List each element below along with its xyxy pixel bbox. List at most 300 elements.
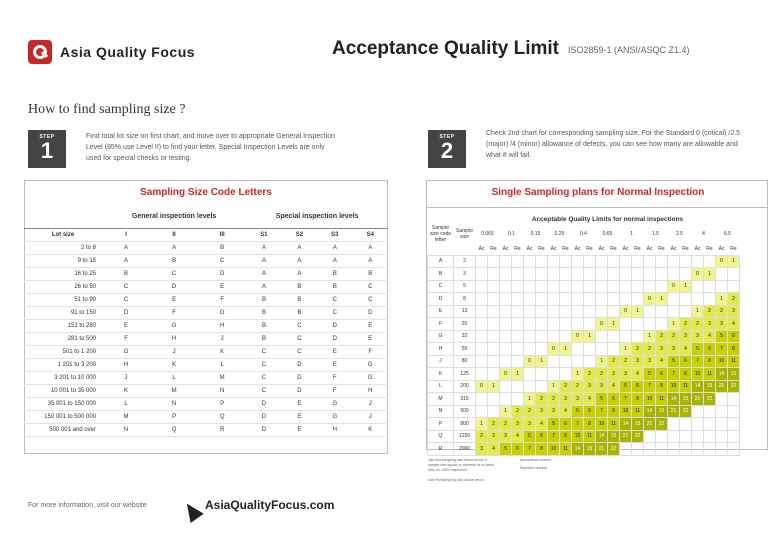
sampling-plans-table bbox=[427, 213, 740, 456]
legend-ac: Acceptance number bbox=[520, 458, 552, 462]
ac-re-cell: 3 bbox=[584, 380, 596, 393]
ac-re-cell bbox=[488, 405, 500, 418]
ac-re-cell bbox=[488, 355, 500, 368]
ac-re-cell: 14 bbox=[716, 368, 728, 381]
ac-re-cell bbox=[536, 255, 548, 268]
ac-re-cell bbox=[512, 393, 524, 406]
code-letter-cell: C bbox=[150, 267, 198, 280]
code-letter-cell: A bbox=[428, 255, 454, 268]
ac-re-cell: 2 bbox=[596, 368, 608, 381]
ac-re-cell bbox=[608, 343, 620, 356]
aql-value: 0.25 bbox=[554, 231, 565, 237]
ac-re-cell bbox=[596, 305, 608, 318]
re-label: Re bbox=[658, 245, 665, 252]
code-letter-cell: C bbox=[353, 280, 388, 293]
ac-re-cell bbox=[608, 305, 620, 318]
ac-re-cell: 14 bbox=[644, 405, 656, 418]
sample-size-cell: 3 bbox=[454, 268, 476, 281]
code-letter-cell: C bbox=[282, 332, 317, 345]
ac-re-cell bbox=[620, 330, 632, 343]
ac-re-cell: 2 bbox=[584, 368, 596, 381]
lot-size-cell: 51 to 90 bbox=[24, 293, 102, 306]
ac-re-cell: 3 bbox=[632, 355, 644, 368]
ac-re-cell: 1 bbox=[704, 268, 716, 281]
code-letter-cell: H bbox=[317, 423, 352, 436]
ac-re-cell bbox=[548, 318, 560, 331]
aql-value: 0.65 bbox=[602, 231, 613, 237]
ac-re-cell bbox=[512, 268, 524, 281]
footer-website-link[interactable]: AsiaQualityFocus.com bbox=[205, 498, 335, 512]
ac-re-cell: 15 bbox=[632, 418, 644, 431]
ac-re-cell: 22 bbox=[656, 418, 668, 431]
ac-re-cell bbox=[560, 280, 572, 293]
ac-re-cell bbox=[536, 293, 548, 306]
ac-re-cell bbox=[488, 393, 500, 406]
sample-size-cell: 315 bbox=[454, 393, 476, 406]
sampling-plans-header bbox=[427, 181, 768, 208]
code-letter-cell: E bbox=[150, 293, 198, 306]
re-label: Re bbox=[538, 245, 545, 252]
table-row bbox=[24, 410, 388, 423]
ac-re-cell: 15 bbox=[704, 380, 716, 393]
ac-re-cell: 15 bbox=[584, 443, 596, 456]
ac-re-cell: 3 bbox=[548, 405, 560, 418]
ac-re-cell bbox=[500, 393, 512, 406]
ac-label: Ac bbox=[574, 245, 581, 252]
ac-re-cell: 6 bbox=[536, 430, 548, 443]
ac-re-cell: 7 bbox=[668, 368, 680, 381]
ac-re-cell bbox=[560, 255, 572, 268]
code-letter-cell: F bbox=[353, 345, 388, 358]
code-letter-cell: C bbox=[246, 345, 281, 358]
table-row bbox=[24, 345, 388, 358]
ac-re-row bbox=[428, 243, 740, 255]
ac-re-cell bbox=[500, 280, 512, 293]
code-letter-cell: B bbox=[102, 267, 150, 280]
code-letter-cell: F bbox=[150, 306, 198, 319]
ac-re-cell bbox=[476, 268, 488, 281]
ac-re-cell: 1 bbox=[656, 293, 668, 306]
ac-re-cell bbox=[476, 368, 488, 381]
sample-size-cell: 80 bbox=[454, 355, 476, 368]
ac-re-cell: 0 bbox=[716, 255, 728, 268]
code-letter-cell: L bbox=[428, 380, 454, 393]
code-letter-cell: G bbox=[150, 319, 198, 332]
ac-re-cell: 15 bbox=[728, 368, 740, 381]
ac-re-cell: 3 bbox=[608, 368, 620, 381]
code-letter-cell: A bbox=[102, 254, 150, 267]
ac-re-cell: 2 bbox=[524, 405, 536, 418]
ac-re-cell: 2 bbox=[728, 293, 740, 306]
lot-size-cell: 91 to 150 bbox=[24, 306, 102, 319]
aql-value: 1.5 bbox=[652, 231, 659, 237]
ac-re-cell bbox=[596, 343, 608, 356]
ac-re-cell bbox=[512, 318, 524, 331]
ac-re-cell bbox=[644, 443, 656, 456]
code-letter-cell: H bbox=[198, 319, 246, 332]
ac-re-cell bbox=[584, 318, 596, 331]
ac-re-cell bbox=[656, 280, 668, 293]
ac-re-cell bbox=[704, 430, 716, 443]
code-letter-cell: B bbox=[246, 319, 281, 332]
code-letter-cell: E bbox=[317, 358, 352, 371]
ac-re-cell: 10 bbox=[692, 368, 704, 381]
ac-re-cell bbox=[668, 443, 680, 456]
ac-re-cell: 1 bbox=[488, 380, 500, 393]
ac-re-cell: 14 bbox=[596, 430, 608, 443]
ac-re-cell: 4 bbox=[656, 355, 668, 368]
code-letter-cell: A bbox=[282, 241, 317, 254]
code-letter-cell: B bbox=[198, 241, 246, 254]
ac-re-cell: 1 bbox=[716, 293, 728, 306]
ac-re-cell bbox=[704, 293, 716, 306]
aql-value: 0.15 bbox=[530, 231, 541, 237]
ac-re-cell: 2 bbox=[692, 318, 704, 331]
ac-label: Ac bbox=[694, 245, 701, 252]
ac-re-cell: 0 bbox=[596, 318, 608, 331]
code-letter-cell: D bbox=[198, 267, 246, 280]
ac-re-cell bbox=[536, 368, 548, 381]
ac-re-cell: 3 bbox=[572, 393, 584, 406]
ac-re-cell: 3 bbox=[620, 368, 632, 381]
ac-re-cell bbox=[524, 305, 536, 318]
ac-re-cell: 11 bbox=[584, 430, 596, 443]
ac-re-cell: 11 bbox=[680, 380, 692, 393]
code-letter-cell: B bbox=[150, 254, 198, 267]
ac-re-cell: 1 bbox=[536, 355, 548, 368]
ac-re-cell bbox=[560, 330, 572, 343]
ac-re-cell: 5 bbox=[716, 330, 728, 343]
ac-re-cell: 21 bbox=[644, 418, 656, 431]
ac-re-cell: 2 bbox=[476, 430, 488, 443]
code-letter-cell: F bbox=[428, 318, 454, 331]
ac-re-cell bbox=[692, 293, 704, 306]
ac-re-cell: 3 bbox=[500, 430, 512, 443]
ac-re-cell bbox=[680, 305, 692, 318]
ac-re-cell bbox=[548, 368, 560, 381]
ac-re-cell bbox=[584, 255, 596, 268]
aql-value: 4 bbox=[702, 231, 705, 237]
ac-re-cell bbox=[680, 255, 692, 268]
ac-re-cell bbox=[488, 293, 500, 306]
ac-re-cell bbox=[524, 343, 536, 356]
ac-re-cell: 1 bbox=[692, 305, 704, 318]
ac-label: Ac bbox=[502, 245, 509, 252]
table-row bbox=[24, 423, 388, 436]
ac-re-cell bbox=[512, 280, 524, 293]
ac-re-cell bbox=[608, 330, 620, 343]
ac-re-cell: 7 bbox=[572, 418, 584, 431]
ac-re-cell bbox=[716, 405, 728, 418]
code-letter-cell: D bbox=[246, 410, 281, 423]
ac-re-cell bbox=[680, 418, 692, 431]
ac-re-cell bbox=[524, 255, 536, 268]
ac-re-cell bbox=[476, 393, 488, 406]
ac-re-cell: 4 bbox=[560, 405, 572, 418]
lot-size-cell: 150 001 to 500 000 bbox=[24, 410, 102, 423]
code-letter-cell: P bbox=[428, 418, 454, 431]
ac-re-cell bbox=[680, 430, 692, 443]
ac-re-cell bbox=[620, 318, 632, 331]
ac-re-cell bbox=[620, 293, 632, 306]
ac-re-cell bbox=[476, 318, 488, 331]
ac-re-cell: 4 bbox=[632, 368, 644, 381]
table-row bbox=[428, 368, 740, 381]
ac-re-cell: 10 bbox=[548, 443, 560, 456]
ac-re-cell bbox=[536, 305, 548, 318]
ac-re-cell bbox=[680, 443, 692, 456]
step-2-text: Check 2nd chart for corresponding sampling size. For the Standard 0 (critical) /2.5 (major) /4 (minor) allowance of defects, you can see how many are allowable and what # will fail. bbox=[486, 130, 741, 159]
ac-re-cell bbox=[644, 305, 656, 318]
ac-re-cell bbox=[572, 293, 584, 306]
ac-re-cell: 3 bbox=[668, 343, 680, 356]
ac-re-cell: 1 bbox=[548, 380, 560, 393]
ac-re-cell bbox=[524, 380, 536, 393]
header bbox=[0, 0, 768, 100]
ac-re-cell bbox=[548, 355, 560, 368]
ac-re-cell bbox=[632, 280, 644, 293]
ac-label: Ac bbox=[670, 245, 677, 252]
sample-size-header bbox=[454, 213, 476, 225]
ac-re-cell bbox=[500, 318, 512, 331]
ac-re-cell: 10 bbox=[572, 430, 584, 443]
ac-re-cell bbox=[500, 330, 512, 343]
ac-re-cell bbox=[644, 255, 656, 268]
code-letter-cell: N bbox=[102, 423, 150, 436]
code-letter-cell: C bbox=[353, 293, 388, 306]
brand-logo[interactable] bbox=[28, 40, 195, 64]
ac-re-cell bbox=[656, 255, 668, 268]
table-row bbox=[24, 293, 388, 306]
ac-re-cell bbox=[656, 430, 668, 443]
ac-re-cell bbox=[728, 393, 740, 406]
ac-re-cell: 7 bbox=[620, 393, 632, 406]
ac-re-cell bbox=[656, 318, 668, 331]
ac-re-cell: 8 bbox=[608, 405, 620, 418]
step-1-label: STEP bbox=[39, 134, 55, 140]
ac-re-cell: 2 bbox=[644, 343, 656, 356]
spacer bbox=[454, 243, 476, 255]
table-row bbox=[428, 355, 740, 368]
code-letter-cell: Q bbox=[198, 410, 246, 423]
ac-re-cell: 0 bbox=[500, 368, 512, 381]
code-letter-cell: C bbox=[317, 306, 352, 319]
ac-re-cell bbox=[560, 355, 572, 368]
ac-re-cell bbox=[536, 343, 548, 356]
sample-size-cell: 50 bbox=[454, 343, 476, 356]
ac-re-cell bbox=[488, 330, 500, 343]
ac-re-cell: 4 bbox=[608, 380, 620, 393]
ac-re-cell bbox=[716, 268, 728, 281]
code-letter-label: Sample size code letter bbox=[429, 225, 452, 243]
lot-size-cell: 3 201 to 10 000 bbox=[24, 371, 102, 384]
code-letter-cell: N bbox=[150, 397, 198, 410]
ac-re-cell bbox=[500, 380, 512, 393]
ac-re-cell bbox=[608, 293, 620, 306]
ac-re-cell bbox=[656, 443, 668, 456]
ac-re-cell: 2 bbox=[704, 305, 716, 318]
aql-value: 1 bbox=[630, 231, 633, 237]
ac-re-cell: 3 bbox=[716, 318, 728, 331]
special-levels-header: Special inspection levels bbox=[246, 206, 388, 228]
sample-size-cell: 20 bbox=[454, 318, 476, 331]
table-row bbox=[428, 380, 740, 393]
table-row bbox=[24, 306, 388, 319]
ac-re-cell: 8 bbox=[584, 418, 596, 431]
ac-re-cell bbox=[596, 293, 608, 306]
ac-re-cell bbox=[596, 255, 608, 268]
ac-re-cell: 4 bbox=[728, 318, 740, 331]
aql-value: 6.5 bbox=[724, 231, 731, 237]
table-row bbox=[24, 267, 388, 280]
code-letter-cell: J bbox=[150, 345, 198, 358]
ac-re-cell: 14 bbox=[692, 380, 704, 393]
ac-re-cell bbox=[524, 330, 536, 343]
ac-re-cell bbox=[476, 305, 488, 318]
ac-re-cell: 5 bbox=[572, 405, 584, 418]
ac-re-cell: 2 bbox=[512, 405, 524, 418]
ac-re-cell bbox=[476, 280, 488, 293]
ac-re-cell bbox=[632, 293, 644, 306]
ac-re-cell bbox=[668, 293, 680, 306]
ac-re-cell bbox=[632, 318, 644, 331]
step-2-badge bbox=[428, 130, 466, 168]
lot-size-cell: 281 to 500 bbox=[24, 332, 102, 345]
ac-re-cell: 0 bbox=[644, 293, 656, 306]
ac-re-cell: 11 bbox=[728, 355, 740, 368]
ac-re-cell bbox=[548, 305, 560, 318]
code-letter-cell: A bbox=[246, 280, 281, 293]
ac-re-cell bbox=[584, 343, 596, 356]
ac-re-cell bbox=[548, 293, 560, 306]
ac-re-cell: 2 bbox=[488, 418, 500, 431]
ac-re-cell: 6 bbox=[656, 368, 668, 381]
aql-header: Acceptable Quality Limits for normal inspections bbox=[531, 215, 684, 223]
ac-re-cell bbox=[536, 318, 548, 331]
table-row bbox=[24, 332, 388, 345]
ac-re-cell bbox=[668, 305, 680, 318]
howto-heading: How to find sampling size ? bbox=[28, 102, 186, 117]
ac-re-cell bbox=[488, 343, 500, 356]
code-letter-cell: D bbox=[317, 332, 352, 345]
ac-re-cell bbox=[692, 443, 704, 456]
code-letter-cell: B bbox=[246, 332, 281, 345]
code-letter-cell: N bbox=[198, 384, 246, 397]
aql-value: 0.1 bbox=[508, 231, 515, 237]
ac-re-cell bbox=[608, 255, 620, 268]
sample-size-cell: 200 bbox=[454, 380, 476, 393]
ac-re-cell bbox=[500, 355, 512, 368]
ac-re-cell: 3 bbox=[680, 330, 692, 343]
spacer bbox=[24, 206, 102, 228]
code-letter-cell: C bbox=[428, 280, 454, 293]
code-letter-cell: K bbox=[150, 358, 198, 371]
sample-size-cell: 5 bbox=[454, 280, 476, 293]
ac-re-cell bbox=[512, 330, 524, 343]
ac-re-cell bbox=[704, 418, 716, 431]
ac-re-cell bbox=[716, 280, 728, 293]
ac-re-cell: 8 bbox=[704, 355, 716, 368]
ac-re-cell bbox=[572, 255, 584, 268]
ac-re-cell bbox=[512, 355, 524, 368]
code-letter-cell: M bbox=[102, 410, 150, 423]
ac-re-cell: 1 bbox=[644, 330, 656, 343]
ac-re-cell: 6 bbox=[560, 418, 572, 431]
ac-re-cell: 14 bbox=[572, 443, 584, 456]
aql-values-row bbox=[428, 225, 740, 243]
table-row bbox=[24, 371, 388, 384]
code-letter-cell: G bbox=[102, 345, 150, 358]
ac-re-cell: 8 bbox=[656, 380, 668, 393]
ac-re-cell: 2 bbox=[668, 330, 680, 343]
ac-re-cell bbox=[692, 280, 704, 293]
code-letter-cell: J bbox=[428, 355, 454, 368]
ac-re-cell: 10 bbox=[596, 418, 608, 431]
ac-label: Ac bbox=[718, 245, 725, 252]
ac-re-cell bbox=[572, 268, 584, 281]
ac-re-cell: 0 bbox=[668, 280, 680, 293]
ac-re-cell: 1 bbox=[560, 343, 572, 356]
ac-re-cell: 0 bbox=[620, 305, 632, 318]
step-2-number: 2 bbox=[440, 138, 454, 163]
code-letter-cell: F bbox=[317, 384, 352, 397]
code-letter-cell: A bbox=[353, 241, 388, 254]
ac-re-cell: 21 bbox=[716, 380, 728, 393]
code-letter-cell: D bbox=[282, 371, 317, 384]
ac-re-cell: 22 bbox=[704, 393, 716, 406]
ac-re-cell: 5 bbox=[500, 443, 512, 456]
re-label: Re bbox=[706, 245, 713, 252]
ac-re-cell: 3 bbox=[536, 405, 548, 418]
lot-size-cell: 1 201 to 3 200 bbox=[24, 358, 102, 371]
ac-re-cell bbox=[488, 305, 500, 318]
code-letter-cell: A bbox=[150, 241, 198, 254]
table-row bbox=[428, 418, 740, 431]
ac-re-cell bbox=[512, 255, 524, 268]
step-1-number: 1 bbox=[40, 138, 54, 163]
ac-re-cell: 3 bbox=[692, 330, 704, 343]
ac-re-cell bbox=[524, 280, 536, 293]
sample-size-cell: 8 bbox=[454, 293, 476, 306]
ac-re-cell: 4 bbox=[536, 418, 548, 431]
ac-re-cell: 8 bbox=[680, 368, 692, 381]
ac-re-cell: 4 bbox=[512, 430, 524, 443]
ac-re-cell bbox=[488, 318, 500, 331]
ac-re-cell: 4 bbox=[584, 393, 596, 406]
code-letter-cell: P bbox=[150, 410, 198, 423]
ac-re-cell: 2 bbox=[608, 355, 620, 368]
code-letter-cell: H bbox=[102, 358, 150, 371]
re-label: Re bbox=[562, 245, 569, 252]
code-letters-title: Sampling Size Code Letters bbox=[140, 187, 272, 198]
step-1-text: Find total lot size on first chart, and move over to appropriate General Inspection Level (95% use Level II) to find your letter. Special Inspection Levels are only used for special checks or testing. bbox=[86, 133, 336, 162]
table-row bbox=[24, 397, 388, 410]
ac-re-cell bbox=[488, 255, 500, 268]
table-row bbox=[428, 280, 740, 293]
ac-re-cell bbox=[728, 280, 740, 293]
ac-re-cell bbox=[716, 430, 728, 443]
ac-re-cell: 1 bbox=[632, 305, 644, 318]
ac-re-cell bbox=[476, 255, 488, 268]
ac-re-cell: 21 bbox=[668, 405, 680, 418]
ac-re-cell: 2 bbox=[620, 355, 632, 368]
ac-re-cell bbox=[632, 268, 644, 281]
level-header-i: I bbox=[102, 228, 150, 241]
legend-re: Rejection number bbox=[520, 466, 548, 470]
ac-re-cell: 6 bbox=[608, 393, 620, 406]
code-letter-cell: F bbox=[198, 293, 246, 306]
code-letter-cell: G bbox=[428, 330, 454, 343]
